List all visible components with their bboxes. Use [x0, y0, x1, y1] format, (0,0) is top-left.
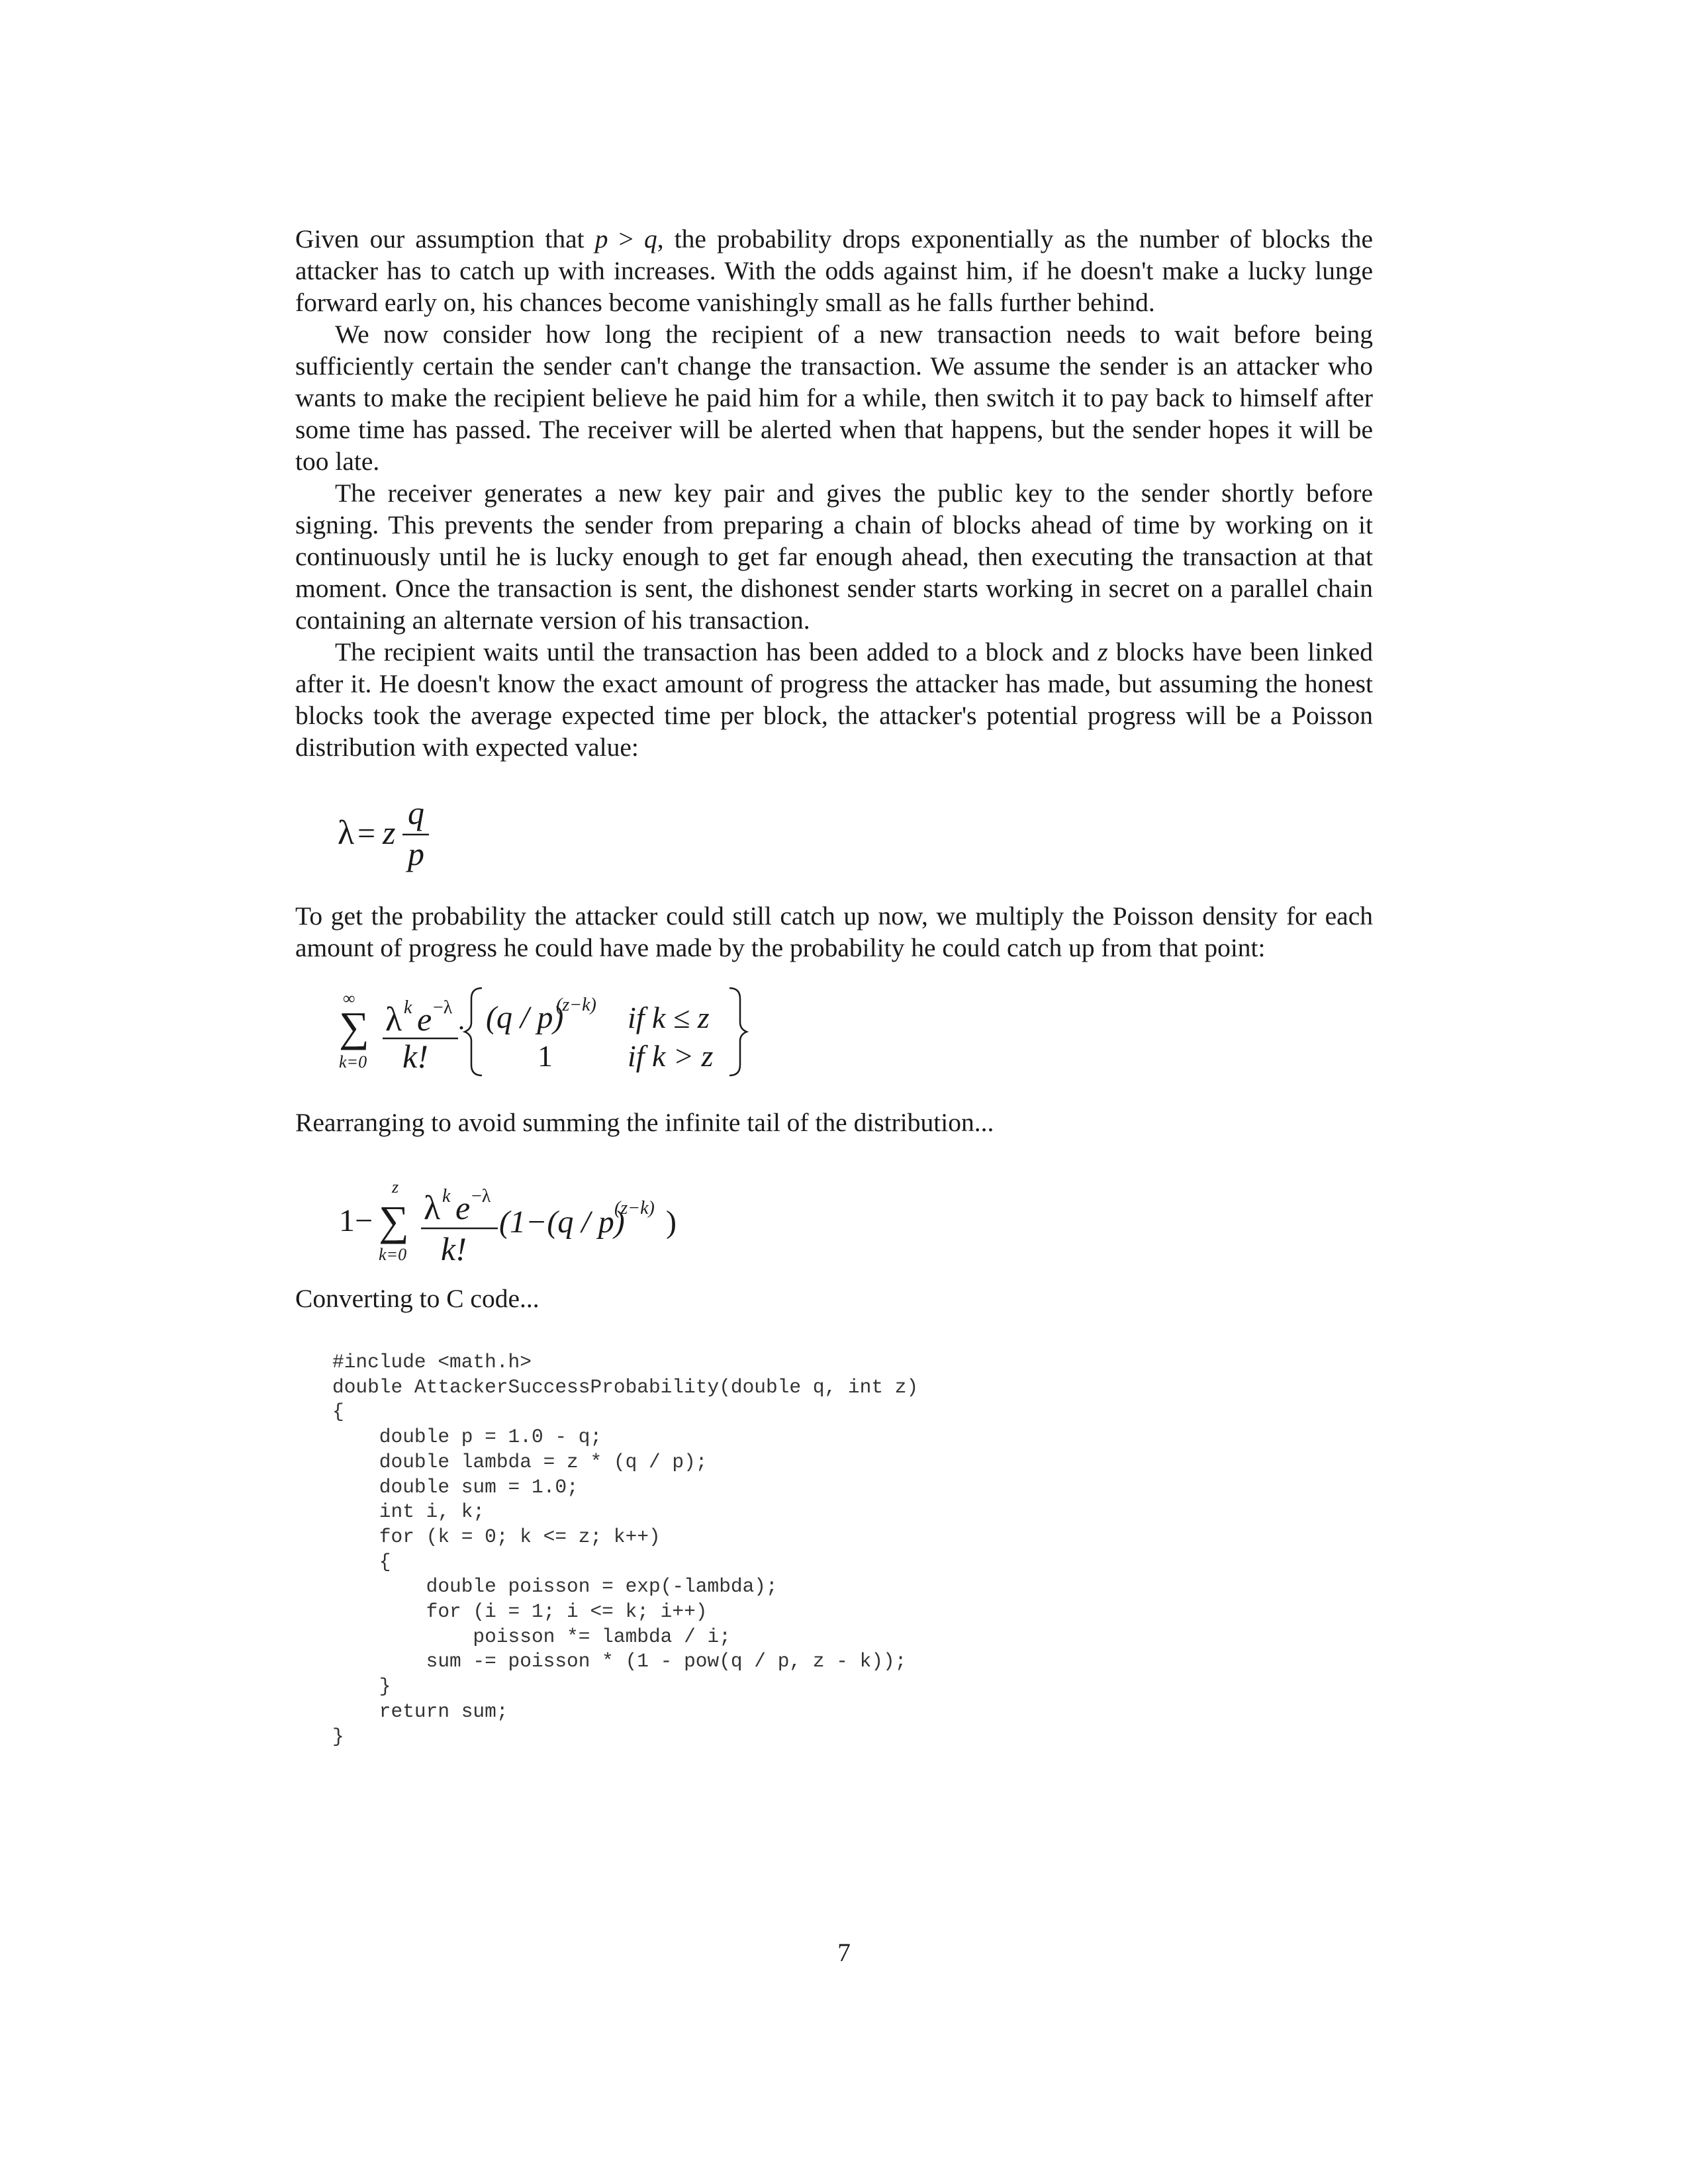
eq2-k-sup: k	[404, 997, 412, 1018]
eq2-case1-cond: if k ≤ z	[628, 1001, 710, 1034]
eq2-lambda: λ	[385, 1001, 402, 1038]
body-text-block	[295, 223, 1373, 763]
eq3-k-sup: k	[442, 1186, 451, 1206]
paragraph-6: Rearranging to avoid summing the infinite tail of the distribution...	[295, 1108, 994, 1137]
eq2-e: e	[417, 1001, 432, 1038]
equation-lambda	[338, 791, 470, 877]
eq2-right-brace	[729, 988, 747, 1075]
paragraph-5: To get the probability the attacker could still catch up now, we multiply the Poisson density for each amount of progress he could have made by the probability he could catch up from that point:	[295, 901, 1373, 962]
eq2-neg-lambda: −λ	[433, 997, 453, 1018]
eq2-sum-upper: ∞	[343, 989, 355, 1008]
eq3-one-minus: 1−	[339, 1203, 373, 1238]
eq3-sum-sign: ∑	[379, 1197, 409, 1244]
c-code-listing: #include <math.h> double AttackerSuccessProbability(double q, int z) { double p = 1.0 - q; double lambda = z * (q / p); double sum = 1.0; int i, k; for (k = 0; k <= z; k++) { double poisson = exp(-lambda); for (i = 1; i <= k; i++) poisson *= lambda / i; sum -= poisson * (1 - pow(q / p, z - k)); } return sum; }	[332, 1351, 919, 1748]
eq2-case1-exp: (z−k)	[556, 995, 596, 1015]
var-q: q	[643, 224, 657, 253]
paragraph-2: We now consider how long the recipient of a new transaction needs to wait before being sufficiently certain the sender can't change the transaction. We assume the sender is an attacker who wants to make the recipient believe he paid him for a while, then switch it to pay back to himself after some time has passed. The receiver will be alerted when that happens, but the sender hopes it will be too late.	[295, 320, 1373, 476]
eq2-case2-cond: if k > z	[628, 1039, 714, 1073]
eq1-lambda: λ	[338, 814, 355, 852]
eq1-z: z	[383, 814, 396, 851]
eq2-left-brace	[465, 988, 482, 1075]
eq2-case2-val: 1	[538, 1039, 553, 1073]
eq1-equals: =	[357, 816, 376, 851]
paragraph-1	[295, 223, 1373, 318]
eq3-denominator: k!	[441, 1230, 467, 1267]
gt-sign: >	[608, 224, 644, 253]
paragraph-1-lead: Given our assumption that	[295, 224, 595, 253]
eq2-denominator: k!	[402, 1038, 428, 1075]
eq3-close-paren: )	[666, 1205, 677, 1240]
equation-rearranged	[339, 1171, 710, 1271]
eq3-e: e	[455, 1189, 471, 1226]
paragraph-4	[295, 636, 1373, 763]
eq2-case1-base: (q / p)	[486, 1000, 564, 1035]
eq3-paren-expr: (1−(q / p)	[499, 1205, 625, 1240]
eq3-neg-lambda: −λ	[471, 1186, 491, 1206]
eq2-dot: ·	[457, 1013, 466, 1044]
eq2-sum-lower: k=0	[339, 1052, 367, 1071]
eq1-numerator: q	[408, 794, 424, 831]
paragraph-7: Converting to C code...	[295, 1284, 539, 1313]
eq3-exp: (z−k)	[614, 1198, 655, 1218]
page-number: 7	[837, 1938, 851, 1967]
var-p: p	[594, 224, 608, 253]
eq3-sum-lower: k=0	[379, 1245, 407, 1264]
paragraph-3: The receiver generates a new key pair and gives the public key to the sender shortly before signing. This prevents the sender from preparing a chain of blocks ahead of time by working on it continuously until he is lucky enough to get far enough ahead, then executing the transaction at that moment. Once the transaction is sent, the dishonest sender starts working in secret on a parallel chain containing an alternate version of his transaction.	[295, 478, 1373, 635]
paragraph-4-rest: blocks have been linked after it. He doesn't know the exact amount of progress the attacker has made, but assuming the honest blocks took the average expected time per block, the attacker's potential progress will be a Poisson distribution with expected value:	[295, 637, 1373, 762]
eq2-sum-sign: ∑	[339, 1003, 369, 1050]
paragraph-4-lead: The recipient waits until the transaction has been added to a block and	[335, 637, 1098, 666]
equation-poisson-sum	[339, 983, 749, 1082]
eq1-denominator: p	[408, 835, 424, 872]
var-z: z	[1098, 637, 1108, 666]
paragraph-1-rest: , the probability drops exponentially as the number of blocks the attacker has to catch up with increases. With the odds against him, if he doesn't make a lucky lunge forward early on, his chances become vanishingly small as he falls further behind.	[295, 224, 1373, 317]
eq3-sum-upper: z	[392, 1177, 399, 1197]
eq3-lambda: λ	[424, 1189, 441, 1227]
